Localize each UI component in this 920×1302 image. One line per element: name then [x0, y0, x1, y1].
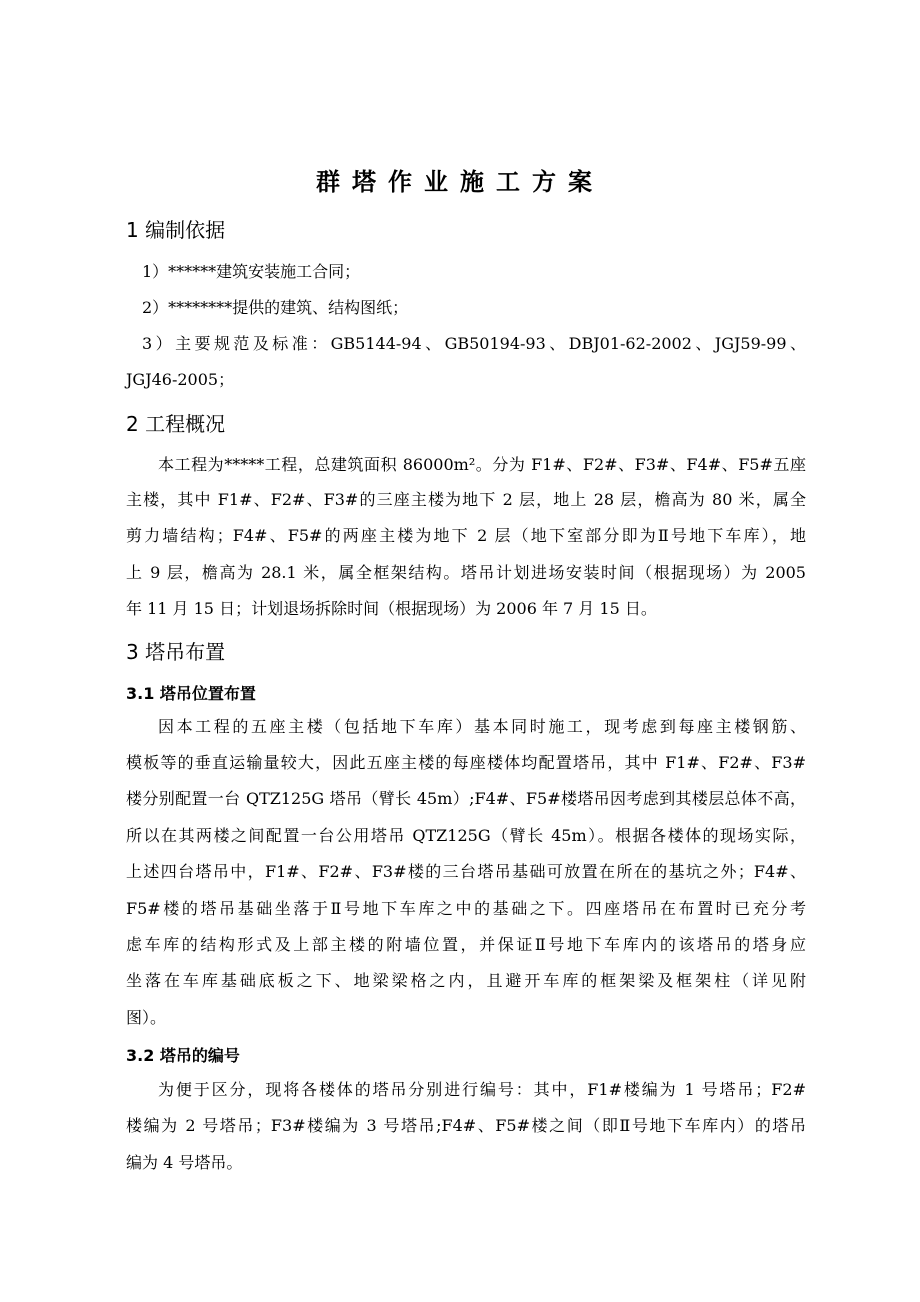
layout-line-2: 模板等的垂直运输量较大，因此五座主楼的每座楼体均配置塔吊，其中 F1#、F2#、F3# [126, 753, 806, 772]
basis-item-2: 2）********提供的建筑、结构图纸； [142, 298, 409, 317]
overview-line-5: 年 11 月 15 日；计划退场拆除时间（根据现场）为 2006 年 7 月 15 日。 [126, 599, 657, 618]
layout-line-3: 楼分别配置一台 QTZ125G 塔吊（臂长 45m）;F4#、F5#楼塔吊因考虑到其楼层总体不高， [126, 789, 806, 808]
overview-line-4: 上 9 层，檐高为 28.1 米，属全框架结构。塔吊计划进场安装时间（根据现场）为 2005 [126, 563, 806, 582]
layout-line-9: 图）。 [126, 1008, 167, 1027]
numbering-line-2: 楼编为 2 号塔吊；F3#楼编为 3 号塔吊;F4#、F5#楼之间（即Ⅱ号地下车库内）的塔吊 [126, 1116, 806, 1135]
section-heading-2: 2 工程概况 [126, 412, 226, 436]
basis-item-3: 3）主要规范及标准：GB5144-94、GB50194-93、DBJ01-62-2002、JGJ59-99、 [142, 334, 806, 353]
layout-line-6: F5#楼的塔吊基础坐落于Ⅱ号地下车库之中的基础之下。四座塔吊在布置时已充分考 [126, 899, 806, 918]
layout-line-5: 上述四台塔吊中，F1#、F2#、F3#楼的三台塔吊基础可放置在所在的基坑之外；F4#、 [126, 862, 806, 881]
basis-item-1: 1）******建筑安装施工合同； [142, 262, 361, 281]
document-title: 群塔作业施工方案 [316, 168, 604, 196]
layout-line-7: 虑车库的结构形式及上部主楼的附墙位置，并保证Ⅱ号地下车库内的该塔吊的塔身应 [126, 935, 806, 954]
layout-line-4: 所以在其两楼之间配置一台公用塔吊 QTZ125G（臂长 45m）。根据各楼体的现场实际， [126, 826, 806, 845]
section-heading-1: 1 编制依据 [126, 218, 226, 242]
overview-line-1: 本工程为*****工程，总建筑面积 86000m²。分为 F1#、F2#、F3#、F4#、F5#五座 [158, 455, 806, 474]
overview-line-2: 主楼，其中 F1#、F2#、F3#的三座主楼为地下 2 层，地上 28 层，檐高为 80 米，属全 [126, 490, 806, 509]
numbering-line-1: 为便于区分，现将各楼体的塔吊分别进行编号：其中，F1#楼编为 1 号塔吊；F2# [158, 1080, 806, 1099]
overview-line-3: 剪力墙结构；F4#、F5#的两座主楼为地下 2 层（地下室部分即为Ⅱ号地下车库），地 [126, 526, 806, 545]
section-heading-3: 3 塔吊布置 [126, 640, 226, 664]
numbering-line-3: 编为 4 号塔吊。 [126, 1153, 243, 1172]
layout-line-1: 因本工程的五座主楼（包括地下车库）基本同时施工，现考虑到每座主楼钢筋、 [158, 717, 806, 736]
subsection-heading-3-1: 3.1 塔吊位置布置 [126, 684, 256, 703]
subsection-heading-3-2: 3.2 塔吊的编号 [126, 1046, 240, 1065]
layout-line-8: 坐落在车库基础底板之下、地梁梁格之内，且避开车库的框架梁及框架柱（详见附 [126, 971, 806, 990]
basis-item-3-cont: JGJ46-2005； [126, 370, 235, 389]
